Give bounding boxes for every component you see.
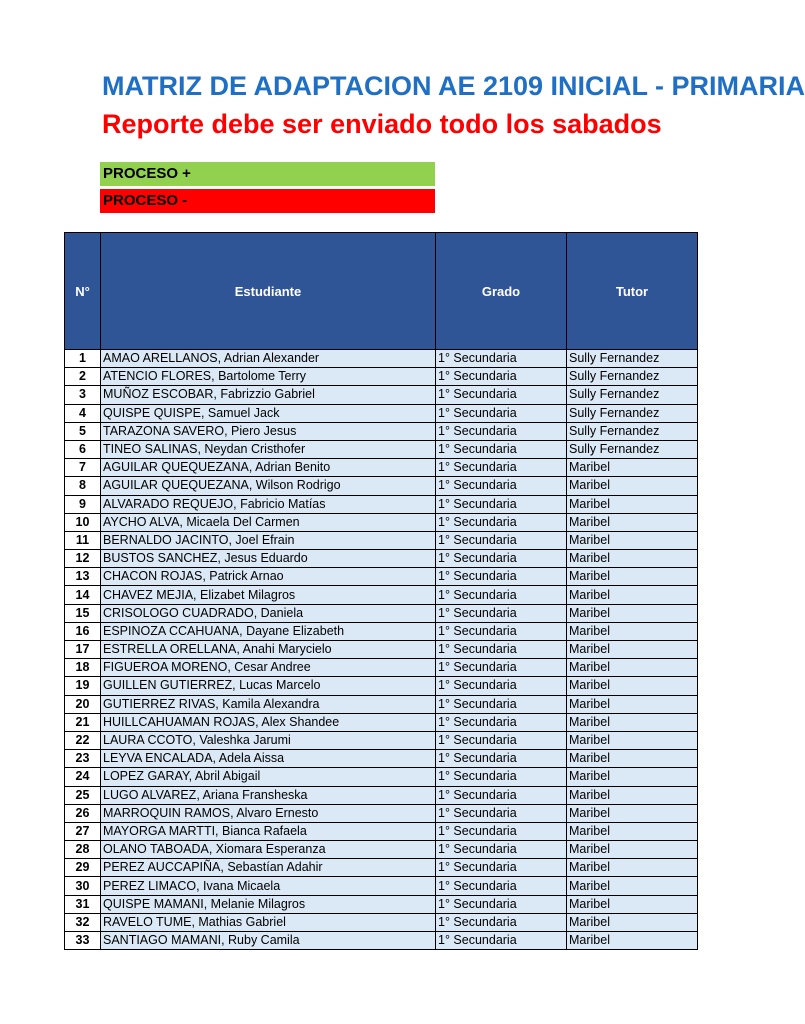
grade-cell[interactable]: 1° Secundaria: [436, 695, 567, 713]
table-row: [65, 731, 698, 749]
table-row: [65, 877, 698, 895]
tutor-cell[interactable]: Sully Fernandez: [567, 422, 698, 440]
tutor-cell[interactable]: Maribel: [567, 568, 698, 586]
table-row: [65, 350, 698, 368]
row-number[interactable]: 19: [65, 677, 101, 695]
tutor-cell[interactable]: Maribel: [567, 932, 698, 950]
student-name-cell[interactable]: TARAZONA SAVERO, Piero Jesus: [101, 422, 436, 440]
tutor-cell[interactable]: Maribel: [567, 550, 698, 568]
student-name-cell[interactable]: AGUILAR QUEQUEZANA, Wilson Rodrigo: [101, 477, 436, 495]
table-header-row: [65, 233, 698, 350]
grade-cell[interactable]: 1° Secundaria: [436, 404, 567, 422]
student-name-cell[interactable]: GUILLEN GUTIERREZ, Lucas Marcelo: [101, 677, 436, 695]
table-row: [65, 550, 698, 568]
tutor-cell[interactable]: Maribel: [567, 731, 698, 749]
grade-cell[interactable]: 1° Secundaria: [436, 786, 567, 804]
row-number[interactable]: 2: [65, 368, 101, 386]
row-number[interactable]: 3: [65, 386, 101, 404]
student-name-cell[interactable]: AGUILAR QUEQUEZANA, Adrian Benito: [101, 459, 436, 477]
table-row: [65, 859, 698, 877]
student-name-cell[interactable]: LAURA CCOTO, Valeshka Jarumi: [101, 731, 436, 749]
grade-cell[interactable]: 1° Secundaria: [436, 422, 567, 440]
student-name-cell[interactable]: CHAVEZ MEJIA, Elizabet Milagros: [101, 586, 436, 604]
row-number[interactable]: 13: [65, 568, 101, 586]
tutor-cell[interactable]: Maribel: [567, 477, 698, 495]
grade-cell[interactable]: 1° Secundaria: [436, 913, 567, 931]
tutor-cell[interactable]: Maribel: [567, 786, 698, 804]
table-row: [65, 586, 698, 604]
student-name-cell[interactable]: ESTRELLA ORELLANA, Anahi Marycielo: [101, 641, 436, 659]
student-name-cell[interactable]: RAVELO TUME, Mathias Gabriel: [101, 913, 436, 931]
row-number[interactable]: 27: [65, 822, 101, 840]
tutor-cell[interactable]: Sully Fernandez: [567, 404, 698, 422]
page-subtitle: Reporte debe ser enviado todo los sabados: [102, 109, 662, 139]
tutor-cell[interactable]: Maribel: [567, 641, 698, 659]
row-number[interactable]: 15: [65, 604, 101, 622]
student-name-cell[interactable]: MUÑOZ ESCOBAR, Fabrizzio Gabriel: [101, 386, 436, 404]
student-name-cell[interactable]: LEYVA ENCALADA, Adela Aissa: [101, 750, 436, 768]
student-name-cell[interactable]: ATENCIO FLORES, Bartolome Terry: [101, 368, 436, 386]
row-number[interactable]: 33: [65, 932, 101, 950]
row-number[interactable]: 4: [65, 404, 101, 422]
student-name-cell[interactable]: AYCHO ALVA, Micaela Del Carmen: [101, 513, 436, 531]
student-name-cell[interactable]: TINEO SALINAS, Neydan Cristhofer: [101, 440, 436, 458]
tutor-cell[interactable]: Maribel: [567, 895, 698, 913]
grade-cell[interactable]: 1° Secundaria: [436, 895, 567, 913]
row-number[interactable]: 20: [65, 695, 101, 713]
table-row: [65, 841, 698, 859]
grade-cell[interactable]: 1° Secundaria: [436, 877, 567, 895]
table-row: [65, 695, 698, 713]
tutor-cell[interactable]: Maribel: [567, 604, 698, 622]
row-number[interactable]: 14: [65, 586, 101, 604]
table-row: [65, 531, 698, 549]
table-row: [65, 786, 698, 804]
tutor-cell[interactable]: Maribel: [567, 622, 698, 640]
tutor-cell[interactable]: Maribel: [567, 659, 698, 677]
row-number[interactable]: 29: [65, 859, 101, 877]
grade-cell[interactable]: 1° Secundaria: [436, 804, 567, 822]
grade-cell[interactable]: 1° Secundaria: [436, 440, 567, 458]
tutor-cell[interactable]: Maribel: [567, 804, 698, 822]
student-name-cell[interactable]: BERNALDO JACINTO, Joel Efrain: [101, 531, 436, 549]
row-number[interactable]: 30: [65, 877, 101, 895]
table-row: [65, 368, 698, 386]
grade-cell[interactable]: 1° Secundaria: [436, 750, 567, 768]
grade-cell[interactable]: 1° Secundaria: [436, 568, 567, 586]
table-row: [65, 495, 698, 513]
tutor-cell[interactable]: Maribel: [567, 459, 698, 477]
row-number[interactable]: 9: [65, 495, 101, 513]
student-name-cell[interactable]: BUSTOS SANCHEZ, Jesus Eduardo: [101, 550, 436, 568]
grade-cell[interactable]: 1° Secundaria: [436, 659, 567, 677]
table-row: [65, 604, 698, 622]
tutor-cell[interactable]: Sully Fernandez: [567, 386, 698, 404]
student-name-cell[interactable]: ESPINOZA CCAHUANA, Dayane Elizabeth: [101, 622, 436, 640]
table-row: [65, 677, 698, 695]
tutor-cell[interactable]: Maribel: [567, 768, 698, 786]
student-name-cell[interactable]: FIGUEROA MORENO, Cesar Andree: [101, 659, 436, 677]
header-grade[interactable]: Grado: [436, 233, 567, 350]
student-name-cell[interactable]: LOPEZ GARAY, Abril Abigail: [101, 768, 436, 786]
student-name-cell[interactable]: MAYORGA MARTTI, Bianca Rafaela: [101, 822, 436, 840]
table-row: [65, 422, 698, 440]
grade-cell[interactable]: 1° Secundaria: [436, 677, 567, 695]
grade-cell[interactable]: 1° Secundaria: [436, 859, 567, 877]
grade-cell[interactable]: 1° Secundaria: [436, 604, 567, 622]
table-row: [65, 641, 698, 659]
student-name-cell[interactable]: OLANO TABOADA, Xiomara Esperanza: [101, 841, 436, 859]
tutor-cell[interactable]: Maribel: [567, 877, 698, 895]
grade-cell[interactable]: 1° Secundaria: [436, 622, 567, 640]
student-name-cell[interactable]: MARROQUIN RAMOS, Alvaro Ernesto: [101, 804, 436, 822]
student-name-cell[interactable]: PEREZ AUCCAPIÑA, Sebastían Adahir: [101, 859, 436, 877]
row-number[interactable]: 5: [65, 422, 101, 440]
row-number[interactable]: 32: [65, 913, 101, 931]
tutor-cell[interactable]: Maribel: [567, 822, 698, 840]
student-name-cell[interactable]: QUISPE QUISPE, Samuel Jack: [101, 404, 436, 422]
row-number[interactable]: 11: [65, 531, 101, 549]
table-row: [65, 404, 698, 422]
grade-cell[interactable]: 1° Secundaria: [436, 350, 567, 368]
student-name-cell[interactable]: HUILLCAHUAMAN ROJAS, Alex Shandee: [101, 713, 436, 731]
legend-proceso-minus: PROCESO -: [100, 189, 435, 213]
grade-cell[interactable]: 1° Secundaria: [436, 550, 567, 568]
grade-cell[interactable]: 1° Secundaria: [436, 513, 567, 531]
header-number[interactable]: N°: [65, 233, 101, 350]
student-name-cell[interactable]: ALVARADO REQUEJO, Fabricio Matías: [101, 495, 436, 513]
row-number[interactable]: 18: [65, 659, 101, 677]
tutor-cell[interactable]: Maribel: [567, 586, 698, 604]
page-title: MATRIZ DE ADAPTACION AE 2109 INICIAL - PRIMARIA: [102, 71, 805, 101]
grade-cell[interactable]: 1° Secundaria: [436, 586, 567, 604]
table-row: [65, 768, 698, 786]
legend-proceso-plus: PROCESO +: [100, 162, 435, 186]
student-name-cell[interactable]: GUTIERREZ RIVAS, Kamila Alexandra: [101, 695, 436, 713]
grade-cell[interactable]: 1° Secundaria: [436, 731, 567, 749]
tutor-cell[interactable]: Maribel: [567, 713, 698, 731]
tutor-cell[interactable]: Maribel: [567, 859, 698, 877]
row-number[interactable]: 23: [65, 750, 101, 768]
grade-cell[interactable]: 1° Secundaria: [436, 368, 567, 386]
student-name-cell[interactable]: QUISPE MAMANI, Melanie Milagros: [101, 895, 436, 913]
table-row: [65, 913, 698, 931]
student-name-cell[interactable]: CRISOLOGO CUADRADO, Daniela: [101, 604, 436, 622]
row-number[interactable]: 24: [65, 768, 101, 786]
table-row: [65, 659, 698, 677]
row-number[interactable]: 31: [65, 895, 101, 913]
grade-cell[interactable]: 1° Secundaria: [436, 459, 567, 477]
grade-cell[interactable]: 1° Secundaria: [436, 477, 567, 495]
table-row: [65, 513, 698, 531]
grade-cell[interactable]: 1° Secundaria: [436, 495, 567, 513]
grade-cell[interactable]: 1° Secundaria: [436, 932, 567, 950]
table-row: [65, 713, 698, 731]
row-number[interactable]: 12: [65, 550, 101, 568]
table-row: [65, 750, 698, 768]
grade-cell[interactable]: 1° Secundaria: [436, 641, 567, 659]
tutor-cell[interactable]: Maribel: [567, 913, 698, 931]
student-name-cell[interactable]: AMAO ARELLANOS, Adrian Alexander: [101, 350, 436, 368]
grade-cell[interactable]: 1° Secundaria: [436, 841, 567, 859]
table-row: [65, 822, 698, 840]
row-number[interactable]: 28: [65, 841, 101, 859]
tutor-cell[interactable]: Maribel: [567, 841, 698, 859]
table-row: [65, 895, 698, 913]
grade-cell[interactable]: 1° Secundaria: [436, 386, 567, 404]
tutor-cell[interactable]: Sully Fernandez: [567, 350, 698, 368]
tutor-cell[interactable]: Maribel: [567, 513, 698, 531]
table-row: [65, 440, 698, 458]
row-number[interactable]: 10: [65, 513, 101, 531]
tutor-cell[interactable]: Maribel: [567, 695, 698, 713]
header-tutor[interactable]: Tutor: [567, 233, 698, 350]
table-row: [65, 477, 698, 495]
table-row: [65, 386, 698, 404]
table-row: [65, 568, 698, 586]
header-student[interactable]: Estudiante: [101, 233, 436, 350]
tutor-cell[interactable]: Maribel: [567, 750, 698, 768]
tutor-cell[interactable]: Sully Fernandez: [567, 368, 698, 386]
tutor-cell[interactable]: Maribel: [567, 531, 698, 549]
grade-cell[interactable]: 1° Secundaria: [436, 822, 567, 840]
tutor-cell[interactable]: Sully Fernandez: [567, 440, 698, 458]
row-number[interactable]: 25: [65, 786, 101, 804]
row-number[interactable]: 17: [65, 641, 101, 659]
student-name-cell[interactable]: CHACON ROJAS, Patrick Arnao: [101, 568, 436, 586]
student-name-cell[interactable]: SANTIAGO MAMANI, Ruby Camila: [101, 932, 436, 950]
tutor-cell[interactable]: Maribel: [567, 495, 698, 513]
grade-cell[interactable]: 1° Secundaria: [436, 768, 567, 786]
tutor-cell[interactable]: Maribel: [567, 677, 698, 695]
grade-cell[interactable]: 1° Secundaria: [436, 531, 567, 549]
student-name-cell[interactable]: PEREZ LIMACO, Ivana Micaela: [101, 877, 436, 895]
row-number[interactable]: 6: [65, 440, 101, 458]
student-name-cell[interactable]: LUGO ALVAREZ, Ariana Fransheska: [101, 786, 436, 804]
row-number[interactable]: 22: [65, 731, 101, 749]
table-row: [65, 804, 698, 822]
grade-cell[interactable]: 1° Secundaria: [436, 713, 567, 731]
table-row: [65, 459, 698, 477]
students-table: [64, 232, 698, 950]
row-number[interactable]: 16: [65, 622, 101, 640]
row-number[interactable]: 8: [65, 477, 101, 495]
table-row: [65, 932, 698, 950]
row-number[interactable]: 1: [65, 350, 101, 368]
table-row: [65, 622, 698, 640]
row-number[interactable]: 21: [65, 713, 101, 731]
row-number[interactable]: 7: [65, 459, 101, 477]
row-number[interactable]: 26: [65, 804, 101, 822]
